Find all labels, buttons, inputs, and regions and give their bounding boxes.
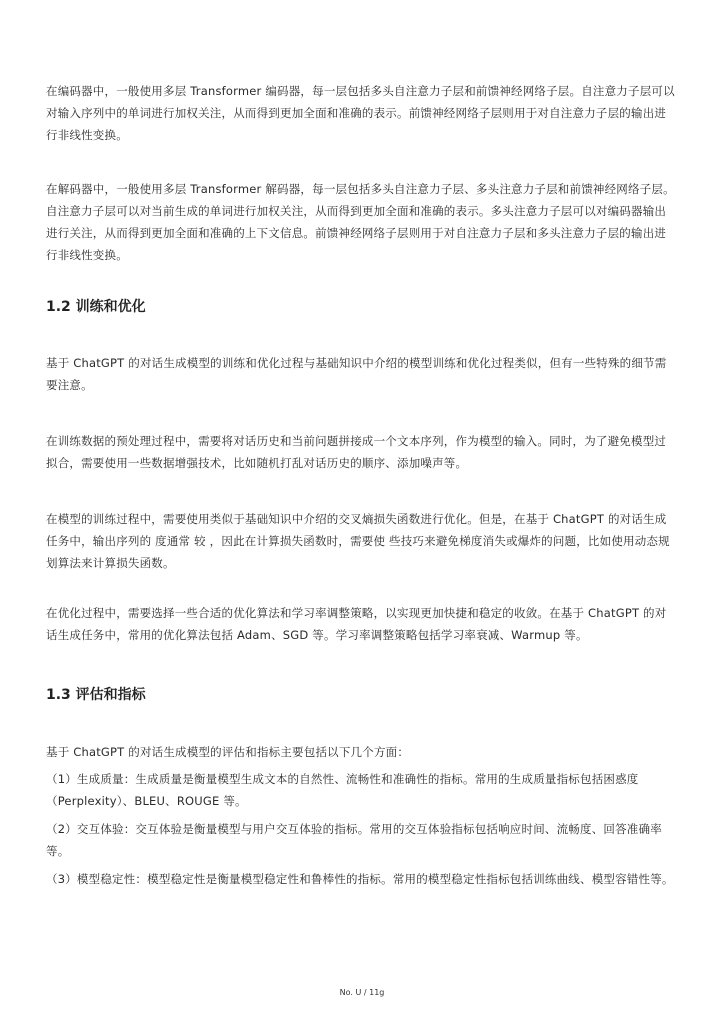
training-intro-paragraph: 基于 ChatGPT 的对话生成模型的训练和优化过程与基础知识中介绍的模型训练和优化过程类似，但有一些特殊的细节需要注意。 bbox=[46, 356, 667, 392]
interaction-experience-item: （2）交互体验：交互体验是衡量模型与用户交互体验的指标。常用的交互体验指标包括响应时间、流畅度、回答准确率等。 bbox=[46, 822, 662, 858]
evaluation-intro-paragraph: 基于 ChatGPT 的对话生成模型的评估和指标主要包括以下几个方面： bbox=[46, 745, 410, 759]
model-stability-item: （3）模型稳定性：模型稳定性是衡量模型稳定性和鲁棒性的指标。常用的模型稳定性指标包括训练曲线、模型容错性等。 bbox=[46, 872, 674, 886]
section-heading-1-3: 1.3 评估和指标 bbox=[46, 687, 146, 703]
decoder-paragraph: 在解码器中，一般使用多层 Transformer 解码器，每一层包括多头自注意力子层、多头注意力子层和前馈神经网络子层。自注意力子层可以对当前生成的单词进行加权关注，从而得到更加全面和准确的表示。多头注意力子层可以对编码器输出进行关注，从而得到更加全面和准确的上下文信息。前馈神经网络子层则用于对自注意力子层和多头注意力子层的输出进行非线性变换。 bbox=[46, 182, 675, 262]
section-heading-1-2: 1.2 训练和优化 bbox=[46, 299, 146, 315]
encoder-paragraph: 在编码器中，一般使用多层 Transformer 编码器，每一层包括多头自注意力子层和前馈神经网络子层。自注意力子层可以对输入序列中的单词进行加权关注，从而得到更加全面和准确的表示。前馈神经网络子层则用于对自注意力子层的输出进行非线性变换。 bbox=[46, 84, 675, 142]
optimization-paragraph: 在优化过程中，需要选择一些合适的优化算法和学习率调整策略，以实现更加快捷和稳定的收敛。在基于 ChatGPT 的对话生成任务中，常用的优化算法包括 Adam、SGD 等。学习率调整策略包括学习率衰减、Warmup 等。 bbox=[46, 606, 667, 642]
preprocessing-paragraph: 在训练数据的预处理过程中，需要将对话历史和当前问题拼接成一个文本序列，作为模型的输入。同时，为了避免模型过拟合，需要使用一些数据增强技术，比如随机打乱对话历史的顺序、添加噪声等。 bbox=[46, 434, 667, 470]
generation-quality-item: （1）生成质量：生成质量是衡量模型生成文本的自然性、流畅性和准确性的指标。常用的生成质量指标包括困惑度（Perplexity）、BLEU、ROUGE 等。 bbox=[46, 772, 639, 808]
training-loss-paragraph: 在模型的训练过程中，需要使用类似于基础知识中介绍的交叉熵损失函数进行优化。但是，在基于 ChatGPT 的对话生成任务中，输出序列的 度通常 较 ，因此在计算损失函数时，需要使 些技巧来避免梯度消失或爆炸的问题，比如使用动态规划算法来计算损失函数。 bbox=[46, 512, 670, 570]
page-number: No. U / 11g bbox=[339, 988, 385, 997]
